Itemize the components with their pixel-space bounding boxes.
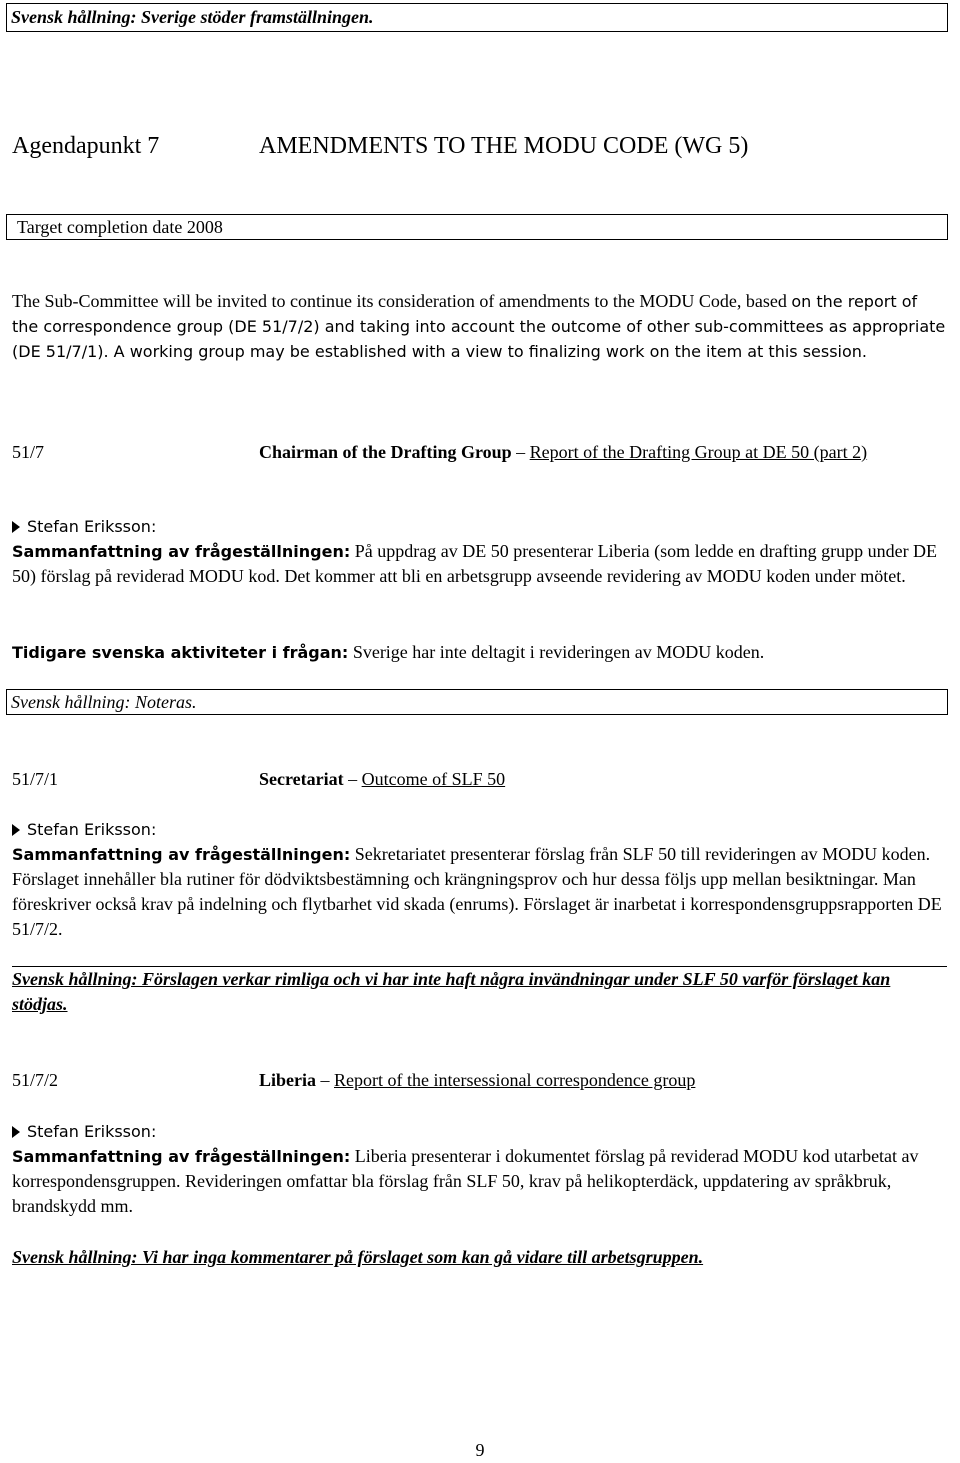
speaker-name: Stefan Eriksson: [27,820,157,839]
prior-activities-label: Tidigare svenska aktiviteter i frågan: [12,643,349,662]
agenda-title: AMENDMENTS TO THE MODU CODE (WG 5) [259,133,749,159]
document-author: Chairman of the Drafting Group [259,442,512,462]
intro-part-3: A working group may be established with a view to finalizing work on the item at this session. [108,342,868,361]
page-number: 9 [475,1440,485,1460]
summary-label: Sammanfattning av frågeställningen: [12,542,351,561]
summary-paragraph [12,539,947,589]
stance-paragraph [12,1245,947,1270]
document-author: Liberia [259,1070,316,1090]
intro-paragraph [12,289,947,364]
dash-separator: – [316,1070,334,1090]
intro-part-1: The Sub-Committee will be invited to continue its consideration of amendments to the MODU Code, based [12,291,787,311]
triangle-right-icon [12,824,20,836]
document-heading [259,1068,939,1093]
speaker-line [12,817,156,842]
stance-box [6,689,948,715]
prior-activities-paragraph [12,640,947,665]
speaker-line [12,1119,156,1144]
speaker-name: Stefan Eriksson: [27,517,157,536]
triangle-right-icon [12,521,20,533]
speaker-line [12,514,156,539]
agenda-number: Agendapunkt 7 [12,133,160,159]
summary-text: På uppdrag av DE 50 presenterar Liberia (som ledde en drafting grupp under DE 50) förslag på reviderad MODU kod. Det kommer att bli en arbetsgrupp avseende revidering av MODU koden under mötet. [12,541,938,586]
document-title-link[interactable]: Outcome of SLF 50 [361,769,506,789]
document-title-link[interactable]: Report of the Drafting Group at DE 50 (part 2) [529,442,868,462]
intro-part-2: on the report of the correspondence group (DE 51/7/2) and taking into account the outcome of other sub-committees as appropriate (DE 51/7/1). [12,292,946,361]
document-item-51-7 [12,440,947,490]
document-number: 51/7 [12,442,45,462]
document-number: 51/7/1 [12,769,59,789]
triangle-right-icon [12,1126,20,1138]
summary-label: Sammanfattning av frågeställningen: [12,845,351,864]
dash-separator: – [511,442,530,462]
summary-text: Sekretariatet presenterar förslag från SLF 50 till revideringen av MODU koden. Förslaget innehåller bla rutiner för dödviktsbestämning och krängningsprov och hur dessa följs upp mellan besiktningar. Man föreskriver också krav på indelning och flytbarhet vid skada (enrums). Förslaget är inarbetat i korrespondensgruppsrapporten DE 51/7/2. [12,844,942,939]
summary-paragraph [12,842,947,942]
target-completion-text: Target completion date 2008 [17,217,223,237]
top-stance-text: Svensk hållning: Sverige stöder framställningen. [11,7,374,27]
document-heading [259,440,939,465]
speaker-name: Stefan Eriksson: [27,1122,157,1141]
document-number: 51/7/2 [12,1070,59,1090]
document-item-51-7-1 [12,767,947,817]
prior-activities-text: Sverige har inte deltagit i revideringen av MODU koden. [348,642,765,662]
dash-separator: – [343,769,362,789]
stance-text: Svensk hållning: Noteras. [11,692,197,712]
target-completion-box [6,214,948,240]
stance-paragraph [12,967,947,1017]
stance-text: Svensk hållning: Förslagen verkar rimliga och vi har inte haft några invändningar under SLF 50 varför förslaget kan stödjas. [12,969,891,1014]
document-item-51-7-2 [12,1068,947,1118]
document-heading [259,767,939,792]
document-author: Secretariat [259,769,344,789]
summary-text: Liberia presenterar i dokumentet förslag på reviderad MODU kod utarbetat av korrespondensgruppen. Revideringen omfattar bla förslag från SLF 50, krav på helikopterdäck, uppdatering av språkbruk, brandskydd mm. [12,1146,919,1216]
top-stance-banner [6,3,948,32]
summary-label: Sammanfattning av frågeställningen: [12,1147,351,1166]
document-title-link[interactable]: Report of the intersessional correspondence group [334,1070,696,1090]
stance-text: Svensk hållning: Vi har inga kommentarer på förslaget som kan gå vidare till arbetsgruppen. [12,1247,704,1267]
summary-paragraph [12,1144,947,1219]
